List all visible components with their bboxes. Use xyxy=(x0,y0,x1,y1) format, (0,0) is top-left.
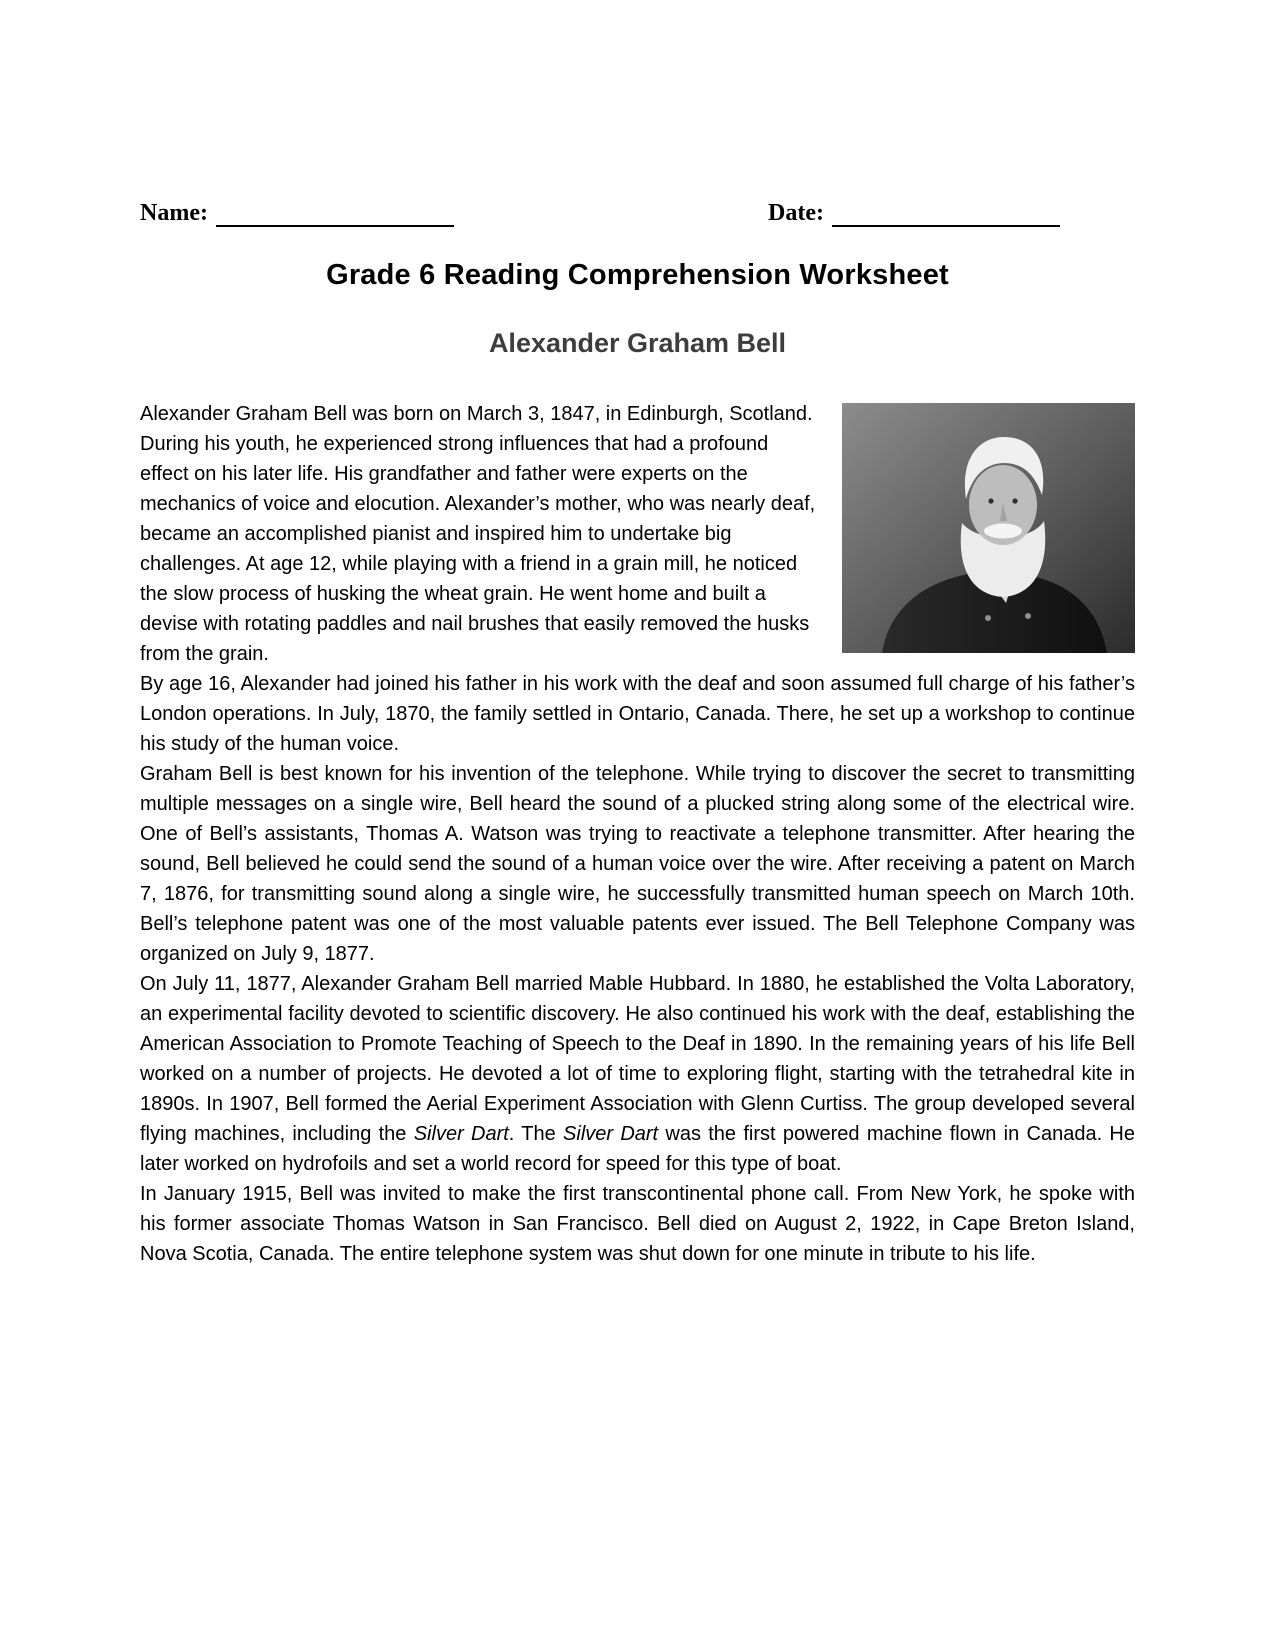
paragraph xyxy=(140,759,1135,969)
text-run: By age 16, Alexander had joined his father in his work with the deaf and soon assumed full charge of his father’s London operations. In July, 1870, the family settled in Ontario, Canada. There, he set up a workshop to continue his study of the human voice. xyxy=(140,673,1135,755)
header-row xyxy=(140,200,1135,227)
paragraph xyxy=(140,669,1135,759)
text-run: On July 11, 1877, Alexander Graham Bell married Mable Hubbard. In 1880, he established the Volta Laboratory, an experimental facility devoted to scientific discovery. He also continued his work with the deaf, establishing the American Association to Promote Teaching of Speech to the Deaf in 1890. In the remaining years of his life Bell worked on a number of projects. He devoted a lot of time to exploring flight, starting with the tetrahedral kite in 1890s. In 1907, Bell formed the Aerial Experiment Association with Glenn Curtiss. The group developed several flying machines, including the xyxy=(140,973,1135,1145)
date-label: Date: xyxy=(768,200,824,226)
text-run: In January 1915, Bell was invited to make the first transcontinental phone call. From New York, he spoke with his former associate Thomas Watson in San Francisco. Bell died on August 2, 1922, in Cape Breton Island, Nova Scotia, Canada. The entire telephone system was shut down for one minute in tribute to his life. xyxy=(140,1183,1135,1265)
text-run: Alexander Graham Bell was born on March 3, 1847, in Edinburgh, Scotland. During his youth, he experienced strong influences that had a profound effect on his later life. His grandfather and father were experts on the mechanics of voice and elocution. Alexander’s mother, who was nearly deaf, became an accomplished pianist and inspired him to undertake big challenges. At age 12, while playing with a friend in a grain mill, he noticed the slow process of husking the wheat grain. He went home and built a devise with rotating paddles and nail brushes that easily removed the husks from the grain. xyxy=(140,403,816,665)
name-field xyxy=(140,200,454,227)
portrait-photo xyxy=(842,403,1135,653)
paragraph xyxy=(140,1179,1135,1269)
paragraph xyxy=(140,969,1135,1179)
text-run: Graham Bell is best known for his invention of the telephone. While trying to discover the secret to transmitting multiple messages on a single wire, Bell heard the sound of a plucked string along some of the electrical wire. One of Bell’s assistants, Thomas A. Watson was trying to reactivate a telephone transmitter. After hearing the sound, Bell believed he could send the sound of a human voice over the wire. After receiving a patent on March 7, 1876, for transmitting sound along a single wire, he successfully transmitted human speech on March 10th. Bell’s telephone patent was one of the most valuable patents ever issued. The Bell Telephone Company was organized on July 9, 1877. xyxy=(140,763,1135,965)
date-blank-line xyxy=(832,201,1060,227)
italic-text-run: Silver Dart xyxy=(563,1123,659,1145)
italic-text-run: Silver Dart xyxy=(413,1123,509,1145)
date-field xyxy=(768,200,1060,227)
worksheet-title: Grade 6 Reading Comprehension Worksheet xyxy=(326,259,949,291)
text-run: . The xyxy=(508,1123,564,1145)
name-label: Name: xyxy=(140,200,208,226)
bell-portrait-icon xyxy=(842,403,1135,653)
name-blank-line xyxy=(216,201,454,227)
text-run: was the first powered machine flown in Canada. He later worked on hydrofoils and set a world record for speed for this type of boat. xyxy=(140,1123,1135,1175)
article-body xyxy=(140,399,1135,1269)
article-title: Alexander Graham Bell xyxy=(488,328,787,358)
